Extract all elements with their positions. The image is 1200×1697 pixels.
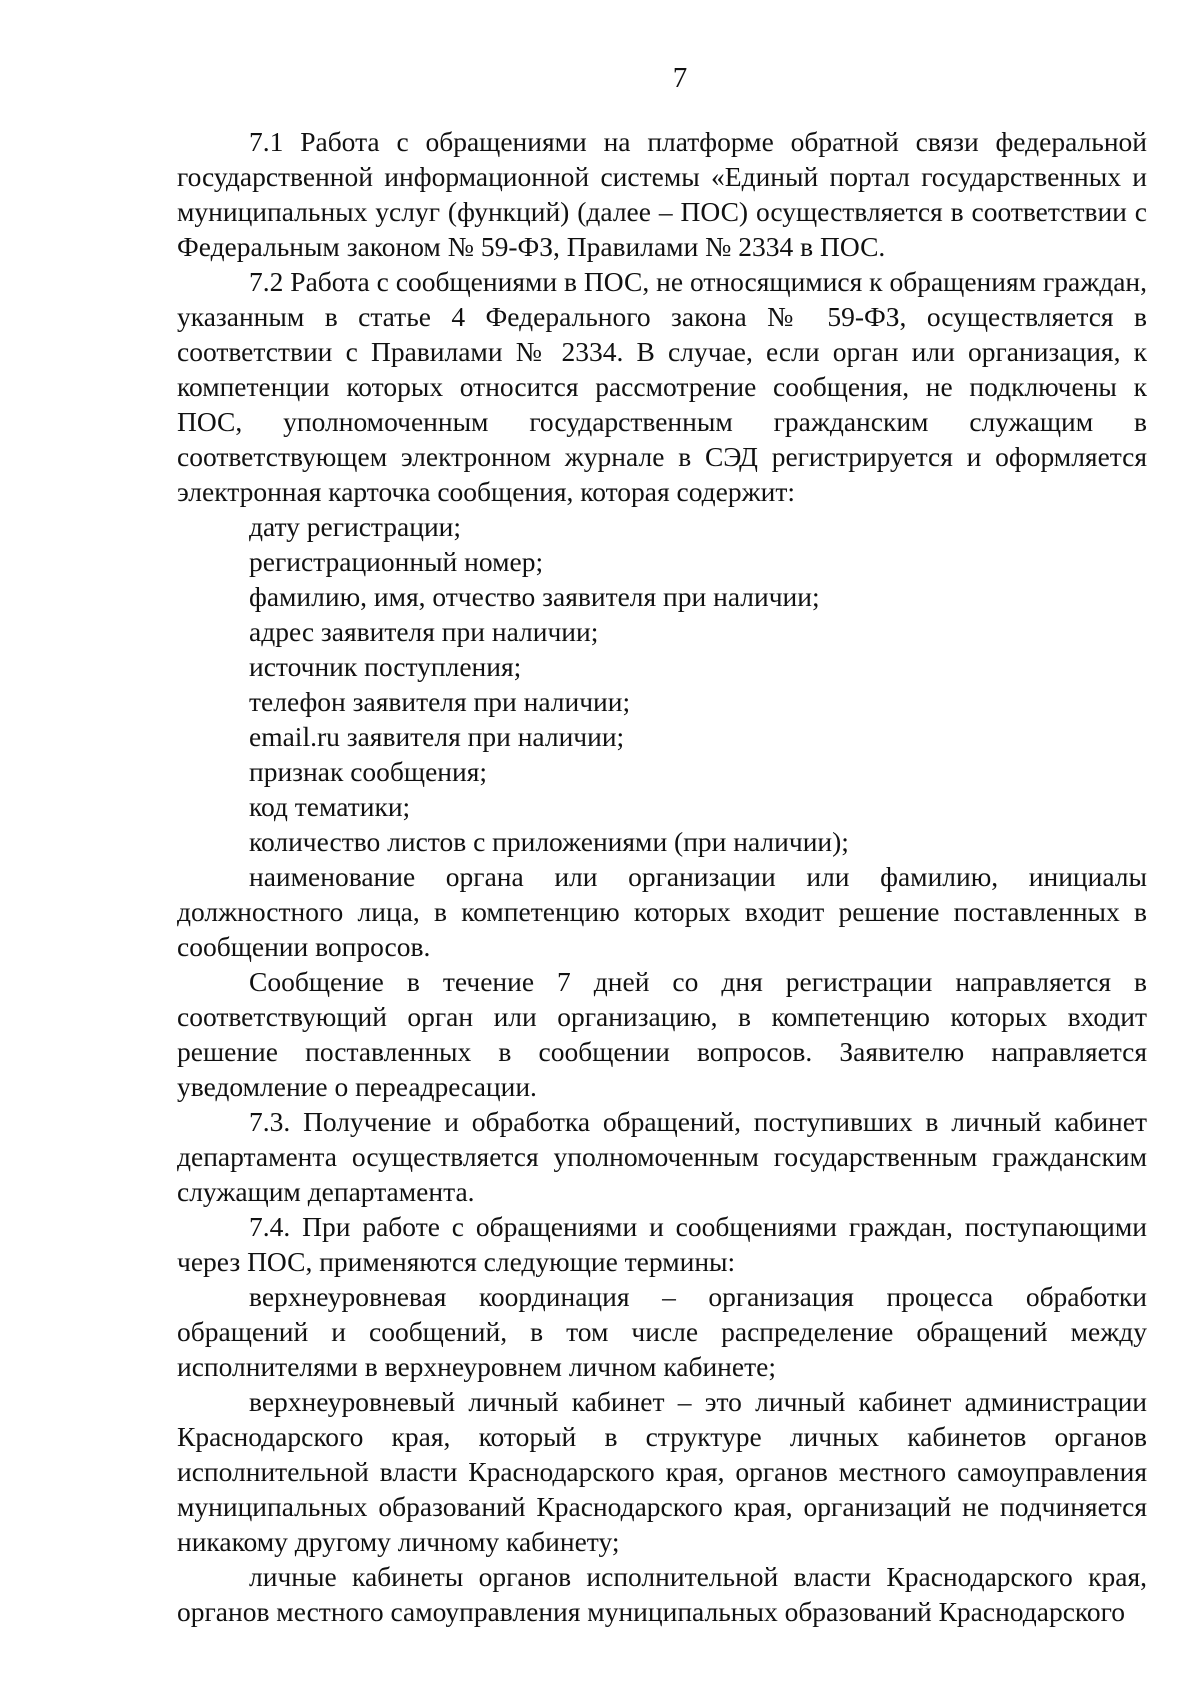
document-body [177, 124, 1147, 1629]
page-number: 7 [672, 62, 688, 94]
list-item: фамилию, имя, отчество заявителя при наличии; [249, 581, 820, 612]
paragraph-7-2: 7.2 Работа с сообщениями в ПОС, не относящимися к обращениям граждан, указанным в статье 4 Федерального закона № 59-ФЗ, осуществляется в соответствии с Правилами № 2334. В случае, если орган или организация, к компетенции которых относится рассмотрение сообщения, не подключены к ПОС, уполномоченным государственным гражданским служащим в соответствующем электронном журнале в СЭД регистрируется и оформляется электронная карточка сообщения, которая содержит: [177, 266, 1147, 507]
list-item: адрес заявителя при наличии; [249, 616, 599, 647]
list-item: источник поступления; [249, 651, 522, 682]
list-item: наименование органа или организации или фамилию, инициалы должностного лица, в компетенцию которых входит решение поставленных в сообщении вопросов. [177, 861, 1147, 962]
list-item: email.ru заявителя при наличии; [249, 721, 625, 752]
list-item: регистрационный номер; [249, 546, 544, 577]
paragraph-7-1: 7.1 Работа с обращениями на платформе обратной связи федеральной государственной информационной системы «Единый портал государственных и муниципальных услуг (функций) (далее – ПОС) осуществляется в соответствии с Федеральным законом № 59-ФЗ, Правилами № 2334 в ПОС. [177, 126, 1147, 262]
list-item: количество листов с приложениями (при наличии); [249, 826, 849, 857]
term-definition: личные кабинеты органов исполнительной власти Краснодарского края, органов местного самоуправления муниципальных образований Краснодарского [177, 1561, 1147, 1627]
list-item: код тематики; [249, 791, 411, 822]
term-definition: верхнеуровневая координация – организация процесса обработки обращений и сообщений, в том числе распределение обращений между исполнителями в верхнеуровнем личном кабинете; [177, 1281, 1147, 1382]
list-item: признак сообщения; [249, 756, 488, 787]
paragraph-7-4: 7.4. При работе с обращениями и сообщениями граждан, поступающими через ПОС, применяются следующие термины: [177, 1211, 1147, 1277]
term-definition: верхнеуровневый личный кабинет – это личный кабинет администрации Краснодарского края, который в структуре личных кабинетов органов исполнительной власти Краснодарского края, органов местного самоуправления муниципальных образований Краснодарского края, организаций не подчиняется никакому другому личному кабинету; [177, 1386, 1147, 1557]
paragraph-7-3: 7.3. Получение и обработка обращений, поступивших в личный кабинет департамента осуществляется уполномоченным государственным гражданским служащим департамента. [177, 1106, 1147, 1207]
paragraph-redirect: Сообщение в течение 7 дней со дня регистрации направляется в соответствующий орган или организацию, в компетенцию которых входит решение поставленных в сообщении вопросов. Заявителю направляется уведомление о переадресации. [177, 966, 1147, 1102]
list-item: телефон заявителя при наличии; [249, 686, 631, 717]
list-item: дату регистрации; [249, 511, 462, 542]
